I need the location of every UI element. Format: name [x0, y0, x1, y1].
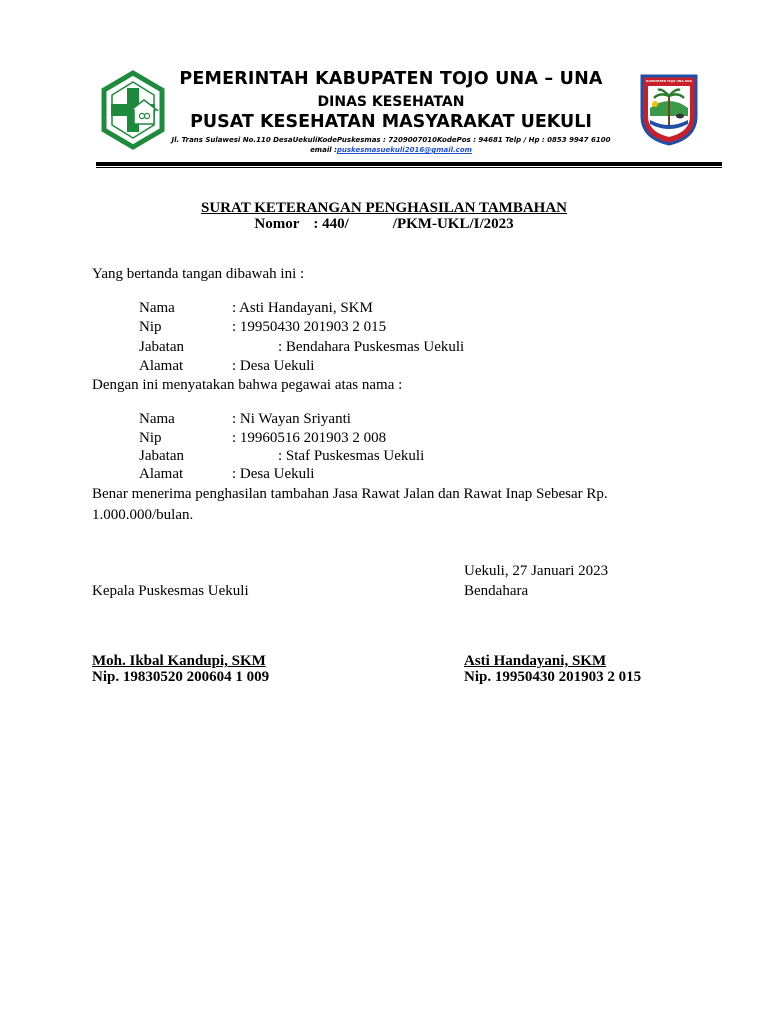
- signer-jabatan-label: Jabatan: [139, 339, 184, 355]
- left-sign-title: Kepala Puskesmas Uekuli: [92, 583, 249, 599]
- letterhead-government: PEMERINTAH KABUPATEN TOJO UNA – UNA: [179, 69, 603, 89]
- letterhead-rule-thin: [96, 167, 722, 168]
- email-link[interactable]: puskesmasuekuli2016@gmail.com: [336, 146, 472, 154]
- letterhead-institution: PUSAT KESEHATAN MASYARAKAT UEKULI: [190, 112, 592, 132]
- intro-text: Yang bertanda tangan dibawah ini :: [92, 266, 305, 282]
- email-label: email :: [310, 146, 337, 154]
- body-line-1: Benar menerima penghasilan tambahan Jasa Rawat Jalan dan Rawat Inap Sebesar Rp.: [92, 486, 608, 502]
- emblem-banner-text: KABUPATEN TOJO UNA-UNA: [646, 79, 692, 83]
- letterhead-rule-thick: [96, 162, 722, 166]
- document-title: SURAT KETERANGAN PENGHASILAN TAMBAHAN: [200, 200, 568, 216]
- employee-jabatan-value: : Staf Puskesmas Uekuli: [278, 448, 425, 464]
- signer-jabatan-value: : Bendahara Puskesmas Uekuli: [278, 339, 465, 355]
- letterhead-address: Jl. Trans Sulawesi No.110 DesaUekuliKodePuskesmas : 7209007010KodePos : 94681 Telp / Hp : 0853 9947 6100: [171, 136, 611, 144]
- signer-nip-label: Nip: [139, 319, 162, 335]
- employee-jabatan-label: Jabatan: [139, 448, 184, 464]
- employee-alamat-value: : Desa Uekuli: [232, 466, 315, 482]
- regency-shield-emblem-icon: [638, 72, 700, 146]
- employee-nip-value: : 19960516 201903 2 008: [232, 430, 387, 446]
- regency-emblem: [638, 72, 700, 146]
- document-number: Nomor : 440/ /PKM-UKL/I/2023: [254, 216, 514, 232]
- employee-nip-label: Nip: [139, 430, 162, 446]
- body-line-2: 1.000.000/bulan.: [92, 507, 194, 523]
- employee-alamat-label: Alamat: [139, 466, 184, 482]
- signer-nip-value: : 19950430 201903 2 015: [232, 319, 387, 335]
- place-date: Uekuli, 27 Januari 2023: [464, 563, 609, 579]
- signer-nama-label: Nama: [139, 300, 175, 316]
- letterhead-email: [150, 146, 632, 154]
- signer-alamat-value: : Desa Uekuli: [232, 358, 315, 374]
- signer-nama-value: : Asti Handayani, SKM: [232, 300, 373, 316]
- signer-alamat-label: Alamat: [139, 358, 184, 374]
- right-sign-name: Asti Handayani, SKM: [464, 653, 607, 669]
- employee-nama-value: : Ni Wayan Sriyanti: [232, 411, 351, 427]
- employee-nama-label: Nama: [139, 411, 175, 427]
- statement-text: Dengan ini menyatakan bahwa pegawai atas nama :: [92, 377, 403, 393]
- left-sign-nip: Nip. 19830520 200604 1 009: [92, 669, 270, 685]
- letterhead-department: DINAS KESEHATAN: [317, 94, 465, 110]
- left-sign-name: Moh. Ikbal Kandupi, SKM: [92, 653, 266, 669]
- right-sign-title: Bendahara: [464, 583, 529, 599]
- right-sign-nip: Nip. 19950430 201903 2 015: [464, 669, 642, 685]
